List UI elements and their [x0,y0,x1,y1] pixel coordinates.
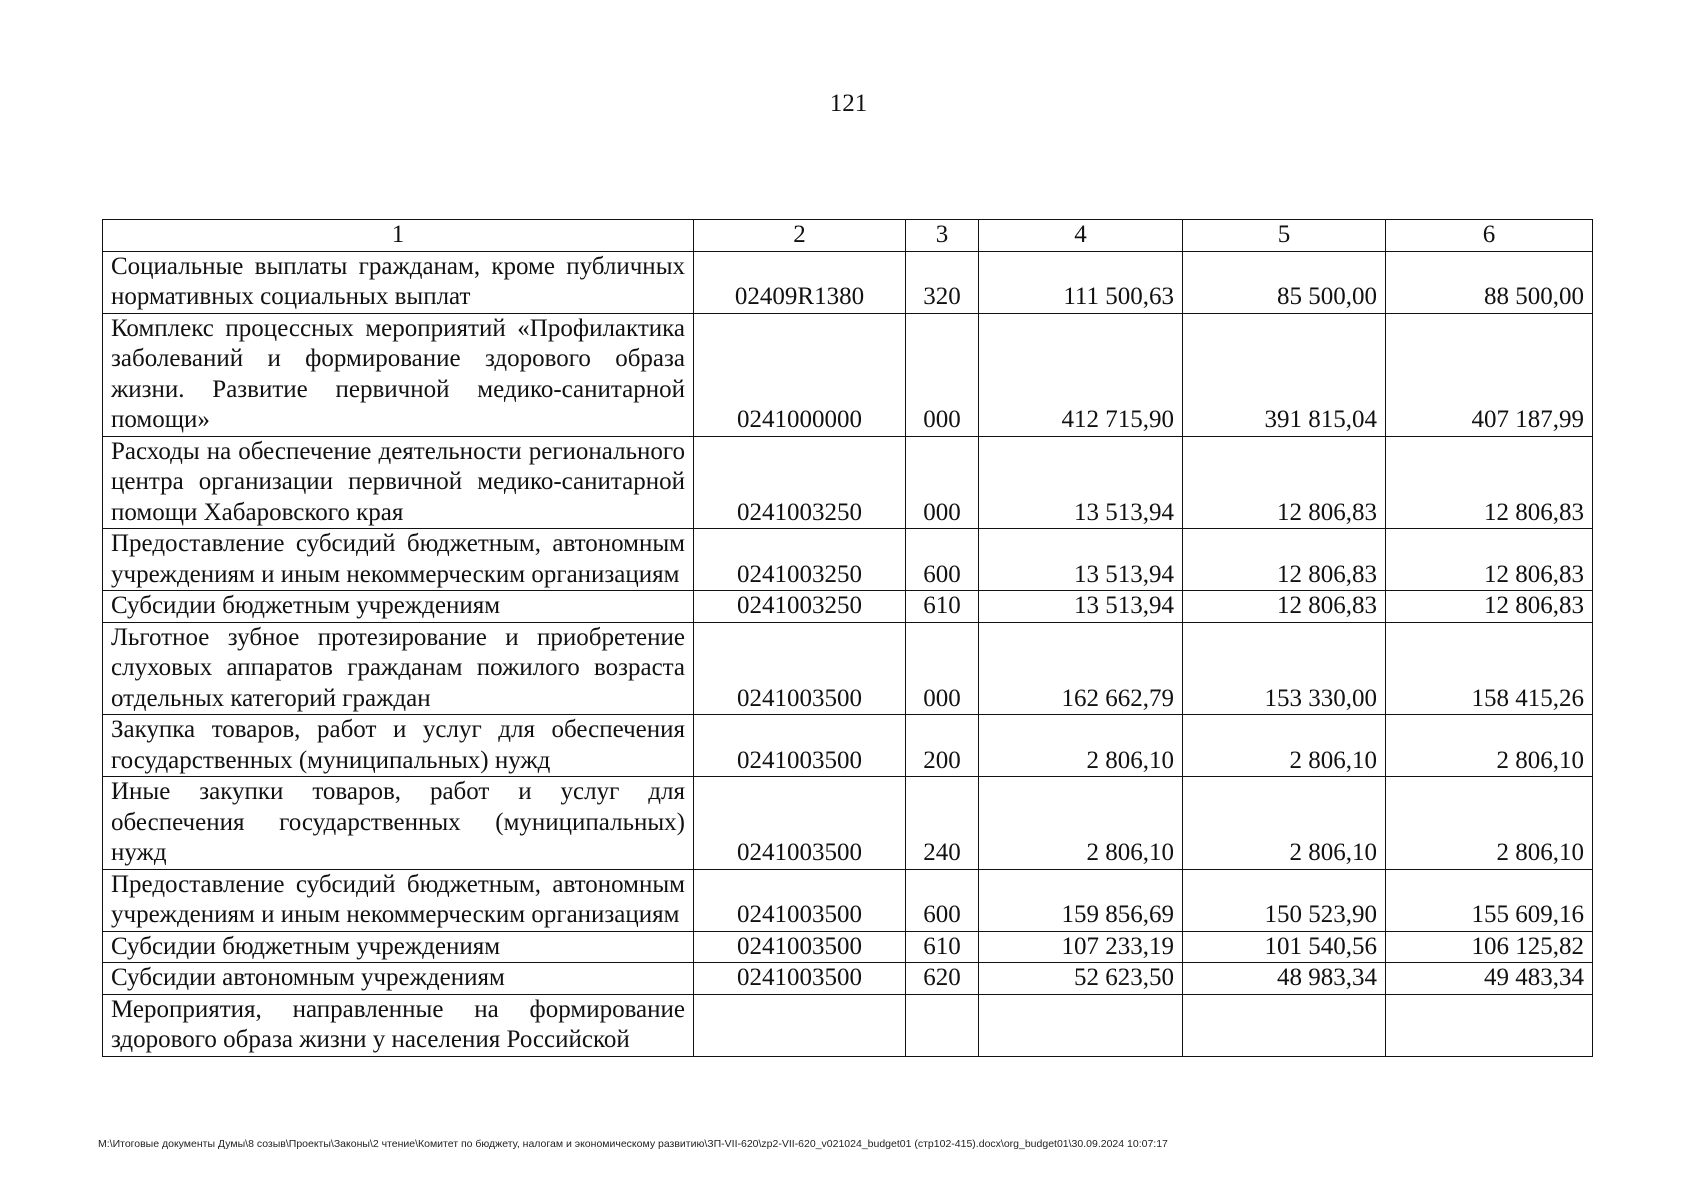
amount-col4: 13 513,94 [979,436,1183,529]
expense-type-code: 600 [906,869,979,931]
target-article-code: 02409R1380 [694,251,906,313]
column-header: 1 [103,220,694,252]
amount-col4: 111 500,63 [979,251,1183,313]
amount-col5: 12 806,83 [1183,529,1386,591]
amount-col4: 159 856,69 [979,869,1183,931]
amount-col5: 2 806,10 [1183,777,1386,870]
document-file-path: M:\Итоговые документы Думы\8 созыв\Проекты\Законы\2 чтение\Комитет по бюджету, налогам и экономическому развитию\ЗП-VII-620\zp2-VII-620_v021024_budget01 (стр102-415).docx\org_budget01\30.09.2024 10:07:17 [98,1138,1168,1150]
target-article-code: 0241003500 [694,931,906,963]
amount-col5: 12 806,83 [1183,591,1386,623]
table-row [103,313,1593,436]
table-row [103,994,1593,1056]
amount-col4: 162 662,79 [979,622,1183,715]
expense-type-code: 610 [906,591,979,623]
table-row [103,436,1593,529]
amount-col4: 13 513,94 [979,529,1183,591]
target-article-code: 0241003250 [694,529,906,591]
amount-col6: 12 806,83 [1386,591,1593,623]
expense-name: Льготное зубное протезирование и приобретение слуховых аппаратов гражданам пожилого возраста отдельных категорий граждан [103,622,694,715]
expense-type-code: 320 [906,251,979,313]
column-header: 2 [694,220,906,252]
expense-name: Предоставление субсидий бюджетным, автономным учреждениям и иным некоммерческим организациям [103,869,694,931]
page-number: 121 [829,90,868,117]
expense-type-code [906,994,979,1056]
budget-table [102,219,1593,1057]
amount-col5: 391 815,04 [1183,313,1386,436]
amount-col4: 107 233,19 [979,931,1183,963]
amount-col6: 12 806,83 [1386,529,1593,591]
amount-col4: 13 513,94 [979,591,1183,623]
header-row [103,220,1593,252]
expense-name: Комплекс процессных мероприятий «Профилактика заболеваний и формирование здорового образа жизни. Развитие первичной медико-санитарной помощи» [103,313,694,436]
target-article-code: 0241003250 [694,436,906,529]
expense-name: Субсидии бюджетным учреждениям [103,931,694,963]
amount-col6: 2 806,10 [1386,715,1593,777]
amount-col5: 48 983,34 [1183,963,1386,995]
amount-col6: 49 483,34 [1386,963,1593,995]
table-row [103,622,1593,715]
target-article-code: 0241003500 [694,963,906,995]
target-article-code [694,994,906,1056]
expense-name: Субсидии бюджетным учреждениям [103,591,694,623]
amount-col5: 150 523,90 [1183,869,1386,931]
target-article-code: 0241000000 [694,313,906,436]
amount-col6: 88 500,00 [1386,251,1593,313]
expense-type-code: 200 [906,715,979,777]
target-article-code: 0241003500 [694,622,906,715]
expense-name: Закупка товаров, работ и услуг для обеспечения государственных (муниципальных) нужд [103,715,694,777]
column-header: 5 [1183,220,1386,252]
table-row [103,251,1593,313]
amount-col5: 2 806,10 [1183,715,1386,777]
expense-type-code: 610 [906,931,979,963]
amount-col4: 2 806,10 [979,777,1183,870]
expense-type-code: 000 [906,622,979,715]
target-article-code: 0241003500 [694,777,906,870]
amount-col6: 155 609,16 [1386,869,1593,931]
amount-col4: 2 806,10 [979,715,1183,777]
expense-type-code: 620 [906,963,979,995]
amount-col4: 412 715,90 [979,313,1183,436]
table-row [103,715,1593,777]
amount-col4 [979,994,1183,1056]
expense-name: Предоставление субсидий бюджетным, автономным учреждениям и иным некоммерческим организациям [103,529,694,591]
expense-name: Социальные выплаты гражданам, кроме публичных нормативных социальных выплат [103,251,694,313]
column-header: 6 [1386,220,1593,252]
amount-col6: 12 806,83 [1386,436,1593,529]
expense-name: Субсидии автономным учреждениям [103,963,694,995]
expense-type-code: 000 [906,436,979,529]
expense-name: Расходы на обеспечение деятельности регионального центра организации первичной медико-санитарной помощи Хабаровского края [103,436,694,529]
column-header: 3 [906,220,979,252]
amount-col5: 12 806,83 [1183,436,1386,529]
amount-col6: 2 806,10 [1386,777,1593,870]
amount-col6: 407 187,99 [1386,313,1593,436]
table-row [103,963,1593,995]
amount-col6 [1386,994,1593,1056]
amount-col4: 52 623,50 [979,963,1183,995]
target-article-code: 0241003500 [694,869,906,931]
table-row [103,777,1593,870]
table-row [103,869,1593,931]
expense-name: Мероприятия, направленные на формирование здорового образа жизни у населения Российской [103,994,694,1056]
amount-col5: 153 330,00 [1183,622,1386,715]
expense-type-code: 000 [906,313,979,436]
amount-col6: 158 415,26 [1386,622,1593,715]
expense-type-code: 240 [906,777,979,870]
amount-col5: 85 500,00 [1183,251,1386,313]
amount-col5 [1183,994,1386,1056]
target-article-code: 0241003500 [694,715,906,777]
table-row [103,529,1593,591]
target-article-code: 0241003250 [694,591,906,623]
expense-name: Иные закупки товаров, работ и услуг для обеспечения государственных (муниципальных) нужд [103,777,694,870]
column-header: 4 [979,220,1183,252]
expense-type-code: 600 [906,529,979,591]
amount-col5: 101 540,56 [1183,931,1386,963]
table-row [103,591,1593,623]
table-row [103,931,1593,963]
amount-col6: 106 125,82 [1386,931,1593,963]
